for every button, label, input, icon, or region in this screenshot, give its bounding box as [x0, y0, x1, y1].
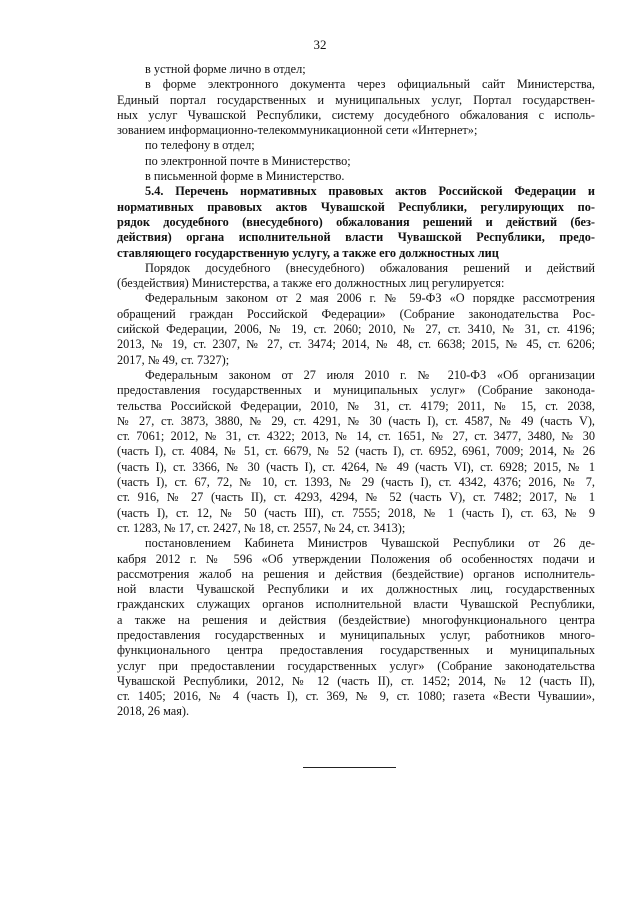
text-line: ной власти Чувашской Республики и их должностных лиц, государственных [117, 582, 595, 597]
text-line: по электронной почте в Министерство; [145, 153, 351, 168]
text-line: зованием информационно-телекоммуникационной сети «Интернет»; [117, 123, 478, 138]
text-line: (бездействия) Министерства, а также его должностных лиц регулируется: [117, 276, 505, 291]
text-line: предоставления государственных и муниципальных услуг» (Собрание законода- [117, 383, 595, 398]
text-line: Федеральным законом от 27 июля 2010 г. № 210-ФЗ «Об организации [145, 367, 595, 382]
section-heading-line: 5.4. Перечень нормативных правовых актов Российской Федерации и [145, 184, 595, 199]
text-line: Федеральным законом от 2 мая 2006 г. № 59-ФЗ «О порядке рассмотрения [145, 291, 595, 306]
text-line: Порядок досудебного (внесудебного) обжалования решений и действий [145, 260, 595, 275]
text-line: (часть I), ст. 3366, № 30 (часть I), ст. 4264, № 49 (часть VI), ст. 6928; 2015, № 1 [117, 459, 595, 474]
text-line: функционального центра предоставления государственных и муниципальных [117, 643, 595, 658]
text-line: ст. 1283, № 17, ст. 2427, № 18, ст. 2557, № 24, ст. 3413); [117, 520, 406, 535]
section-heading-line: ставляющего государственную услугу, а также его должностных лиц [117, 245, 499, 260]
text-line: в форме электронного документа через официальный сайт Министерства, [145, 77, 595, 92]
text-line: Единый портал государственных и муниципальных услуг, Портал государствен- [117, 92, 595, 107]
text-line: ст. 7061; 2012, № 31, ст. 4322; 2013, № 14, ст. 1651, № 27, ст. 3477, 3480, № 30 [117, 429, 595, 444]
document-body [117, 62, 595, 720]
text-line: (часть I), ст. 12, № 50 (часть III), ст. 7555; 2018, № 1 (часть I), ст. 63, № 9 [117, 505, 595, 520]
text-line: постановлением Кабинета Министров Чувашской Республики от 26 де- [145, 536, 595, 551]
text-line: Чувашской Республики, 2012, № 12 (часть II), ст. 1452; 2014, № 12 (часть II), [117, 673, 595, 688]
text-line: № 27, ст. 3873, 3880, № 29, ст. 4291, № 30 (часть I), ст. 4587, № 49 (часть V), [117, 413, 595, 428]
text-line: гражданских служащих органов исполнительной власти Чувашской Республики, [117, 597, 595, 612]
section-heading-line: действия) органа исполнительной власти Чувашской Республики, предо- [117, 230, 595, 245]
text-line: 2018, 26 мая). [117, 704, 190, 719]
text-line: ст. 916, № 27 (часть II), ст. 4293, 4294, № 52 (часть V), ст. 7482; 2017, № 1 [117, 490, 595, 505]
text-line: сийской Федерации, 2006, № 19, ст. 2060; 2010, № 27, ст. 3410, № 31, ст. 4196; [117, 322, 595, 337]
text-line: услуг при предоставлении государственных услуг» (Собрание законодательства [117, 658, 595, 673]
text-line: (часть I), ст. 4084, № 51, ст. 6679, № 52 (часть I), ст. 6952, 6961, 7009; 2014, № 26 [117, 444, 595, 459]
text-line: кабря 2012 г. № 596 «Об утверждении Положения об особенностях подачи и [117, 551, 595, 566]
page-number: 32 [313, 37, 327, 52]
text-line: в письменной форме в Министерство. [145, 169, 345, 184]
section-heading-line: рядок досудебного (внесудебного) обжалования решений и действий (без- [117, 214, 595, 229]
section-heading-line: нормативных правовых актов Чувашской Республики, регулирующих по- [117, 199, 595, 214]
text-line: по телефону в отдел; [145, 138, 255, 153]
text-line: 2017, № 49, ст. 7327); [117, 352, 230, 367]
text-line: (часть I), ст. 67, 72, № 10, ст. 1393, № 29 (часть I), ст. 4342, 4376; 2016, № 7, [117, 475, 595, 490]
text-line: а также на решения и действия (бездействие) многофункционального центра [117, 612, 595, 627]
text-line: ных услуг Чувашской Республики, систему досудебного обжалования с исполь- [117, 107, 595, 122]
text-line: предоставления государственных и муниципальных услуг, работников много- [117, 627, 595, 642]
text-line: рассмотрения жалоб на решения и действия (бездействие) органов исполнитель- [117, 566, 595, 581]
text-line: обращений граждан Российской Федерации» (Собрание законодательства Рос- [117, 306, 595, 321]
text-line: 2013, № 19, ст. 2307, № 27, ст. 3474; 2014, № 48, ст. 6638; 2015, № 45, ст. 6206; [117, 337, 595, 352]
text-line: в устной форме лично в отдел; [145, 62, 306, 76]
text-line: ст. 1405; 2016, № 4 (часть I), ст. 369, № 9, ст. 1080; газета «Вести Чувашии», [117, 689, 595, 704]
text-line: тельства Российской Федерации, 2010, № 31, ст. 4179; 2011, № 15, ст. 2038, [117, 398, 595, 413]
footnote-separator [303, 767, 396, 768]
